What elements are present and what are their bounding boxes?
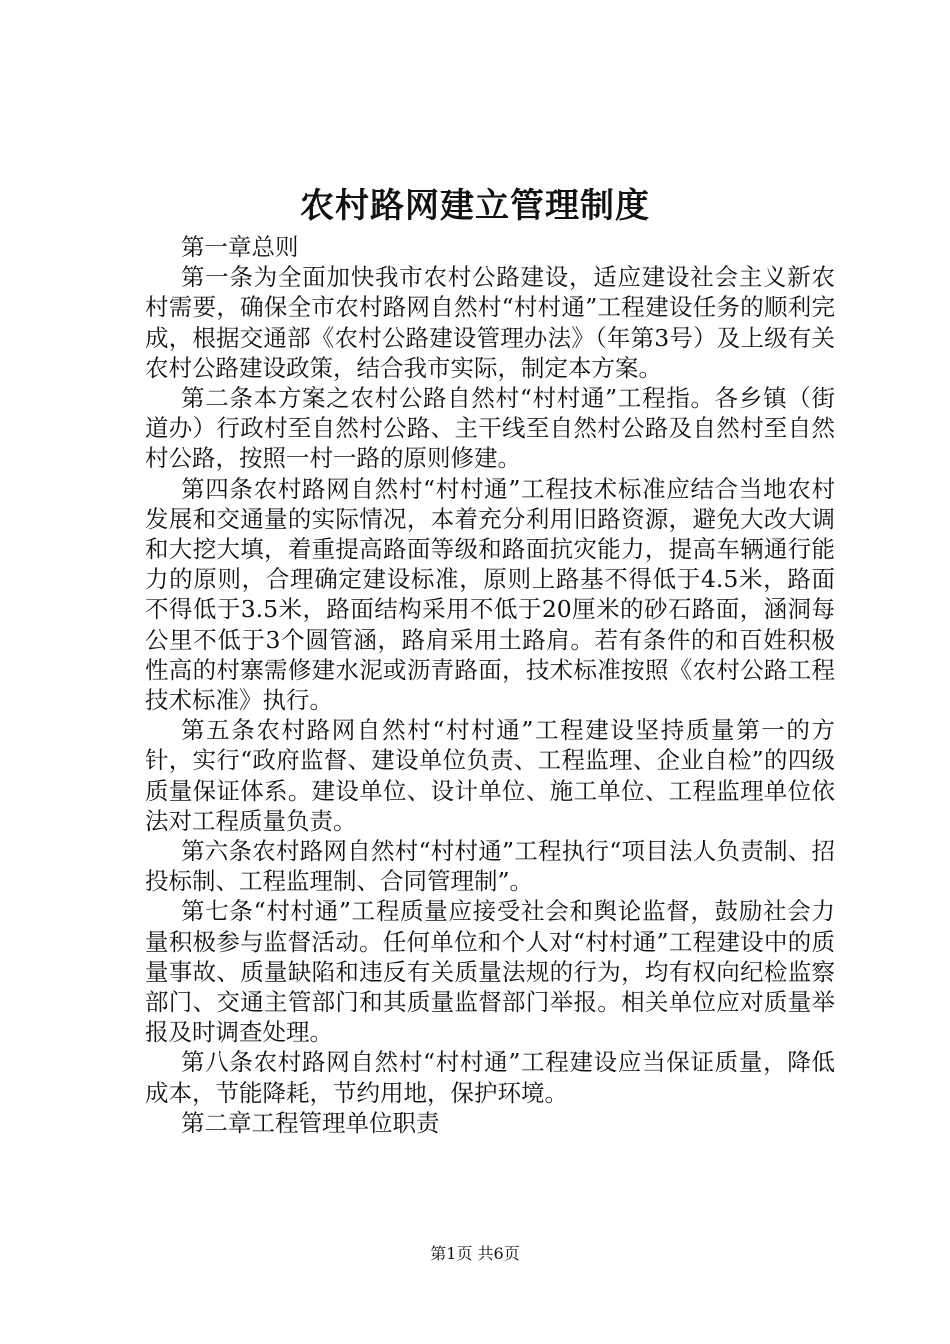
article-1: 第一条为全面加快我市农村公路建设，适应建设社会主义新农村需要，确保全市农村路网自然村“村村通”工程建设任务的顺利完成，根据交通部《农村公路建设管理办法》（年第3号）及上级有关农村公路建设政策，结合我市实际，制定本方案。: [145, 263, 835, 382]
article-4: 第四条农村路网自然村“村村通”工程技术标准应结合当地农村发展和交通量的实际情况，本着充分利用旧路资源，避免大改大调和大挖大填，着重提高路面等级和路面抗灾能力，提高车辆通行能力的原则，合理确定建设标准，原则上路基不得低于4.5米，路面不得低于3.5米，路面结构采用不低于20厘米的砂石路面，涵洞每公里不低于3个圆管涵，路肩采用土路肩。若有条件的和百姓积极性高的村寨需修建水泥或沥青路面，技术标准按照《农村公路工程技术标准》执行。: [145, 474, 835, 715]
article-6: 第六条农村路网自然村“村村通”工程执行“项目法人负责制、招投标制、工程监理制、合同管理制”。: [145, 837, 835, 896]
document-body: [145, 232, 835, 1138]
article-5: 第五条农村路网自然村“村村通”工程建设坚持质量第一的方针，实行“政府监督、建设单位负责、工程监理、企业自检”的四级质量保证体系。建设单位、设计单位、施工单位、工程监理单位依法对工程质量负责。: [145, 716, 835, 835]
article-7: 第七条“村村通”工程质量应接受社会和舆论监督，鼓励社会力量积极参与监督活动。任何单位和个人对“村村通”工程建设中的质量事故、质量缺陷和违反有关质量法规的行为，均有权向纪检监察部门、交通主管部门和其质量监督部门举报。相关单位应对质量举报及时调查处理。: [145, 897, 835, 1047]
chapter-heading-1: 第一章总则: [181, 233, 299, 261]
page-title: 农村路网建立管理制度: [300, 186, 650, 226]
chapter-heading-2: 第二章工程管理单位职责: [181, 1108, 440, 1137]
article-8: 第八条农村路网自然村“村村通”工程建设应当保证质量，降低成本，节能降耗，节约用地，保护环境。: [145, 1048, 835, 1107]
article-2: 第二条本方案之农村公路自然村“村村通”工程指。各乡镇（街道办）行政村至自然村公路、主干线至自然村公路及自然村至自然村公路，按照一村一路的原则修建。: [145, 384, 835, 473]
page-footer: 第1页 共6页: [430, 1244, 520, 1263]
